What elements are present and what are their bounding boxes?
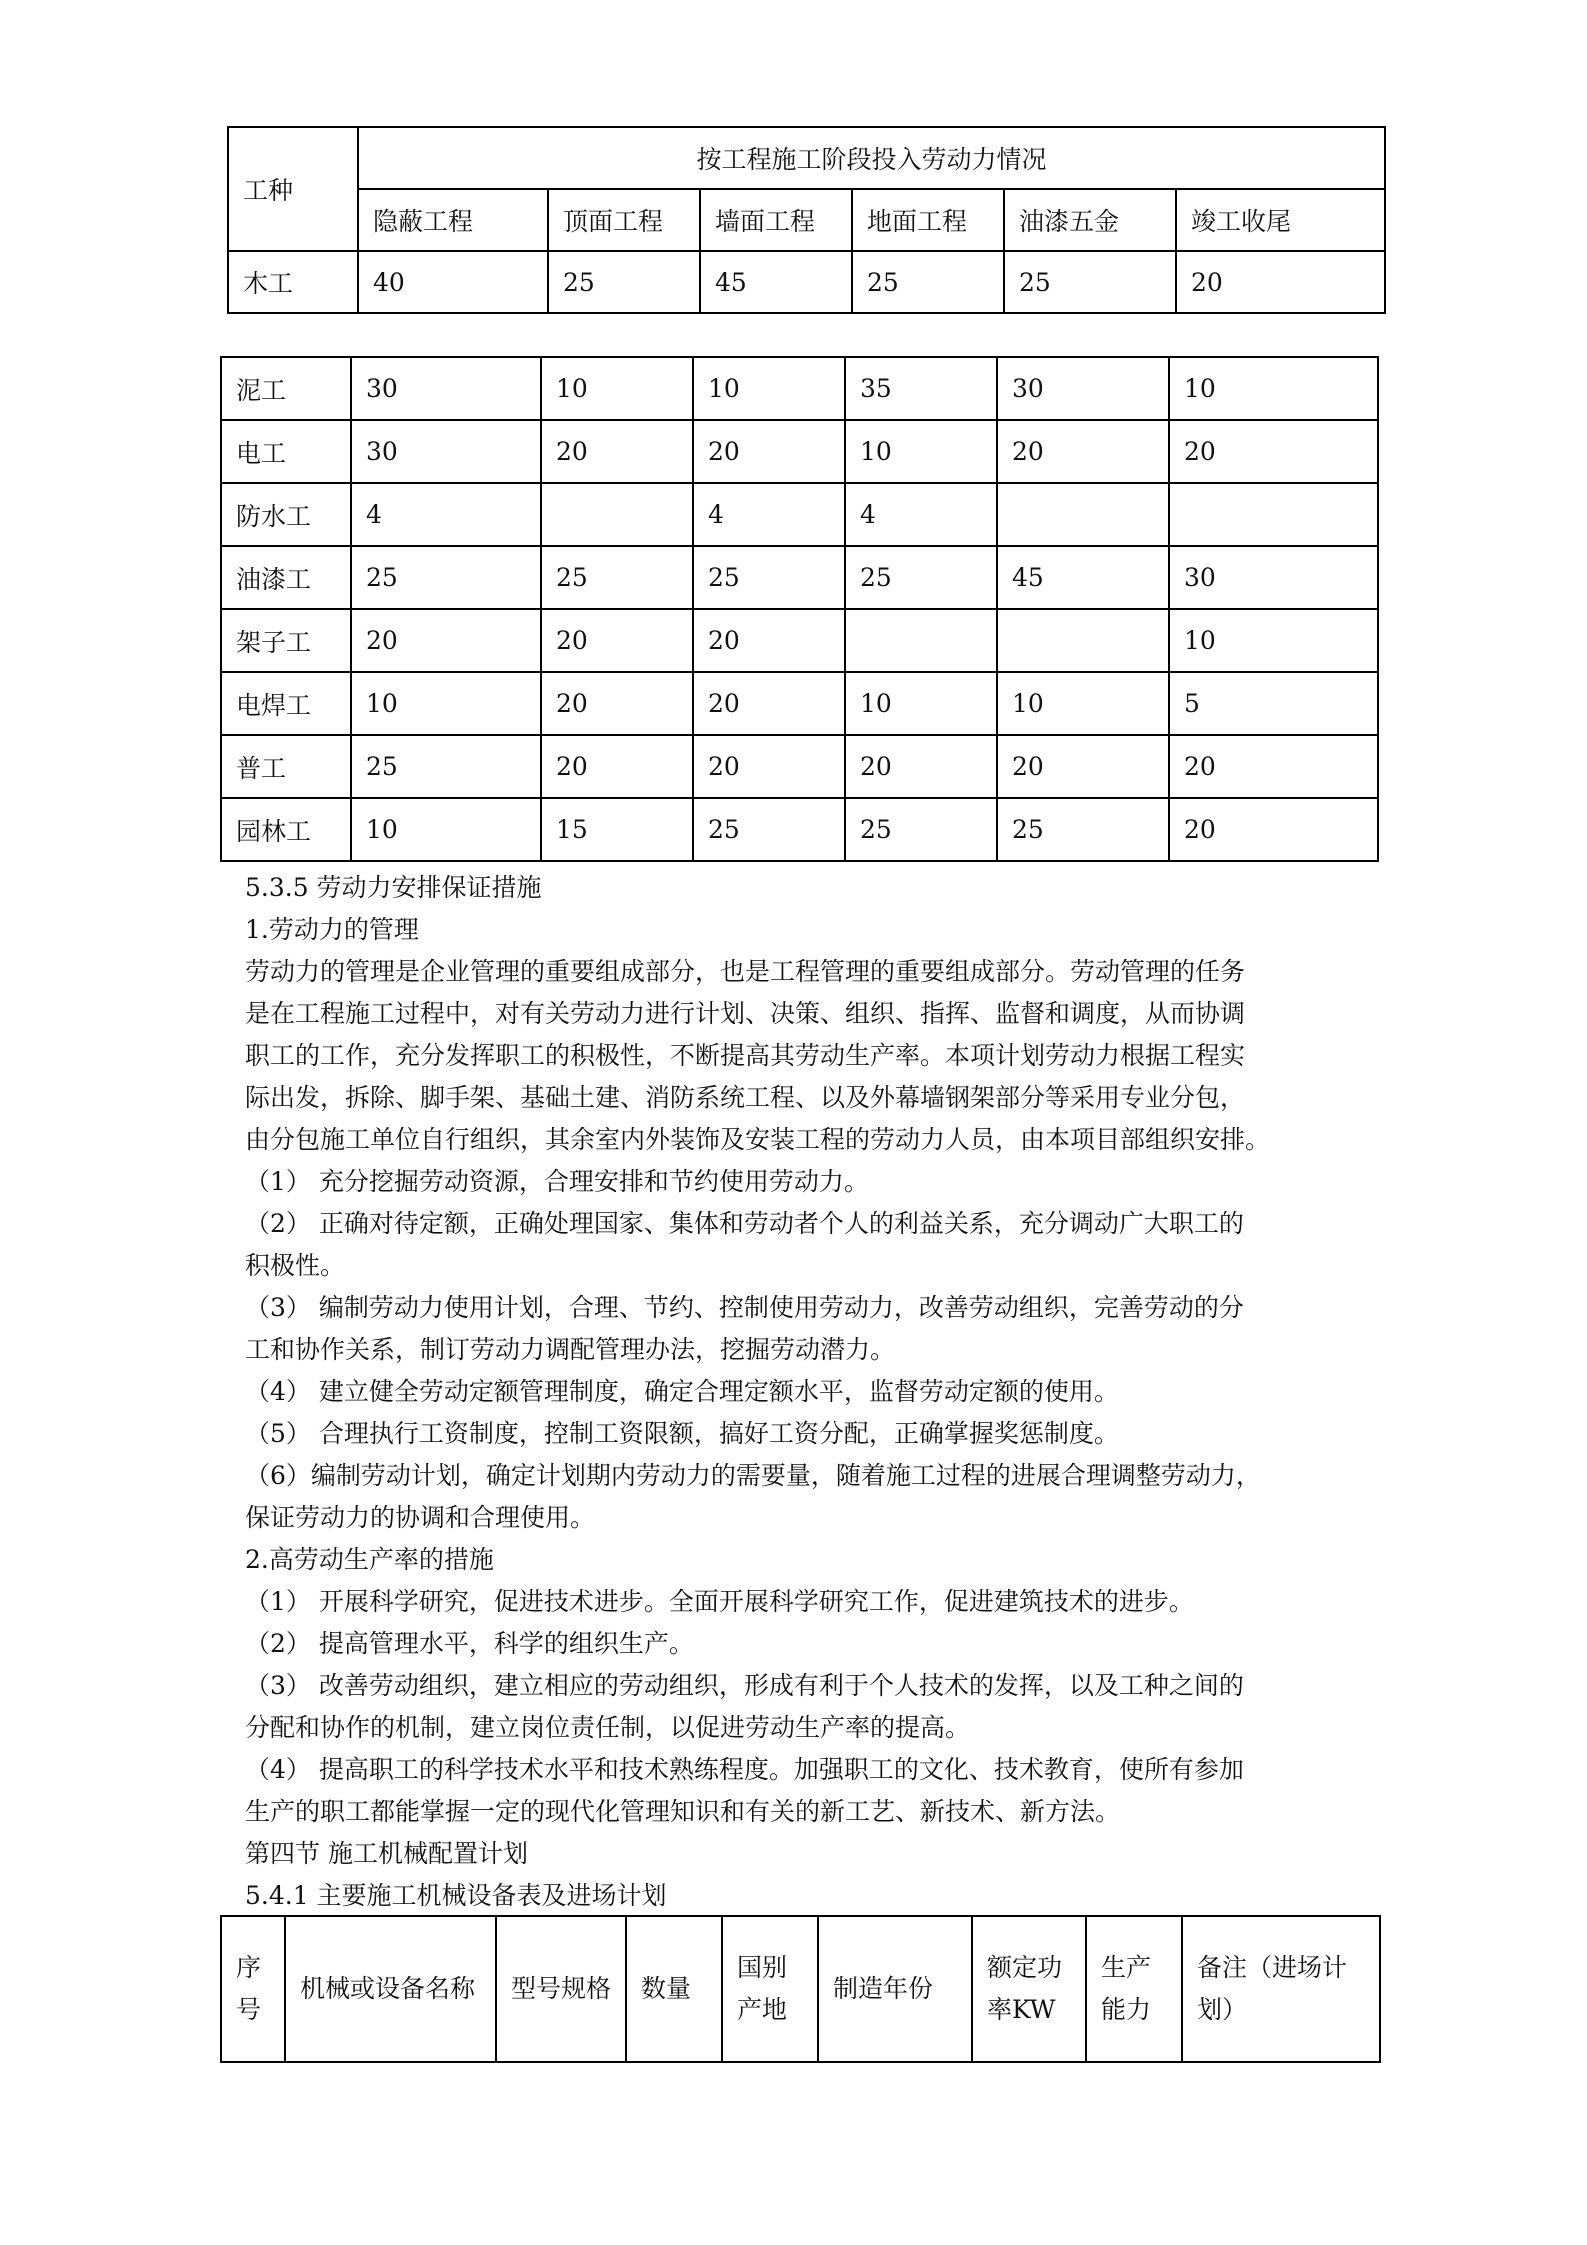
paragraph-line: 际出发，拆除、脚手架、基础土建、消防系统工程、以及外幕墙钢架部分等采用专业分包， <box>245 1083 1246 1112</box>
value-cell: 30 <box>351 420 541 483</box>
list-item-cont: 生产的职工都能掌握一定的现代化管理知识和有关的新工艺、新技术、新方法。 <box>245 1797 1121 1826</box>
value-cell: 25 <box>541 546 693 609</box>
stage-header: 油漆五金 <box>1004 189 1176 251</box>
table-row <box>221 609 1378 672</box>
value-cell: 20 <box>541 735 693 798</box>
header-cell: 数量 <box>626 1916 722 2062</box>
header-cell: 机械或设备名称 <box>285 1916 496 2062</box>
value-cell: 5 <box>1169 672 1378 735</box>
trade-cell: 普工 <box>221 735 351 798</box>
header-cell: 型号规格 <box>496 1916 626 2062</box>
section-5-4-1: 5.4.1 主要施工机械设备表及进场计划 <box>245 1881 667 1910</box>
trade-cell: 电焊工 <box>221 672 351 735</box>
list-item: （4） 提高职工的科学技术水平和技术熟练程度。加强职工的文化、技术教育，使所有参加 <box>245 1755 1244 1784</box>
trade-cell: 泥工 <box>221 357 351 420</box>
value-cell: 15 <box>541 798 693 861</box>
list-item-cont: 分配和协作的机制，建立岗位责任制，以促进劳动生产率的提高。 <box>245 1713 971 1742</box>
value-cell <box>1169 483 1378 546</box>
list-item: （4） 建立健全劳动定额管理制度，确定合理定额水平，监督劳动定额的使用。 <box>245 1377 1119 1406</box>
value-cell: 20 <box>541 420 693 483</box>
value-cell: 20 <box>351 609 541 672</box>
table-row <box>221 483 1378 546</box>
value-cell: 25 <box>548 251 700 313</box>
value-cell: 20 <box>693 672 845 735</box>
list-item-cont: 积极性。 <box>245 1251 346 1280</box>
header-group: 按工程施工阶段投入劳动力情况 <box>358 127 1385 189</box>
value-cell: 10 <box>845 420 997 483</box>
paragraph-line: 由分包施工单位自行组织，其余室内外装饰及安装工程的劳动力人员，由本项目部组织安排。 <box>245 1125 1271 1154</box>
table-row <box>221 546 1378 609</box>
value-cell: 40 <box>358 251 548 313</box>
labor-table-body <box>220 356 1379 862</box>
list-item: （6）编制劳动计划，确定计划期内劳动力的需要量，随着施工过程的进展合理调整劳动力， <box>245 1461 1261 1490</box>
value-cell: 4 <box>351 483 541 546</box>
trade-cell: 木工 <box>228 251 358 313</box>
value-cell: 25 <box>852 251 1004 313</box>
table-row <box>221 798 1378 861</box>
list-item: （2） 正确对待定额，正确处理国家、集体和劳动者个人的利益关系，充分调动广大职工的 <box>245 1209 1244 1238</box>
header-cell: 额定功率KW <box>972 1916 1086 2062</box>
value-cell: 4 <box>845 483 997 546</box>
value-cell: 25 <box>693 798 845 861</box>
table-row <box>228 251 1385 313</box>
table-header-row <box>221 1916 1380 2062</box>
value-cell: 20 <box>1176 251 1385 313</box>
value-cell: 10 <box>351 798 541 861</box>
paragraph-line: 是在工程施工过程中，对有关劳动力进行计划、决策、组织、指挥、监督和调度，从而协调 <box>245 999 1246 1028</box>
header-cell: 序号 <box>221 1916 285 2062</box>
heading-productivity: 2.高劳动生产率的措施 <box>245 1545 494 1574</box>
header-cell: 生产能力 <box>1086 1916 1182 2062</box>
trade-cell: 油漆工 <box>221 546 351 609</box>
heading-labor-management: 1.劳动力的管理 <box>245 915 419 944</box>
value-cell: 25 <box>845 798 997 861</box>
table-row <box>221 357 1378 420</box>
value-cell: 20 <box>541 672 693 735</box>
equipment-table <box>220 1915 1381 2063</box>
trade-cell: 防水工 <box>221 483 351 546</box>
value-cell: 25 <box>1004 251 1176 313</box>
list-item: （3） 改善劳动组织，建立相应的劳动组织，形成有利于个人技术的发挥，以及工种之间的 <box>245 1671 1244 1700</box>
value-cell: 25 <box>351 546 541 609</box>
value-cell: 25 <box>997 798 1169 861</box>
value-cell: 25 <box>693 546 845 609</box>
value-cell: 20 <box>1169 798 1378 861</box>
section-heading-4: 第四节 施工机械配置计划 <box>245 1839 528 1868</box>
list-item-cont: 保证劳动力的协调和合理使用。 <box>245 1503 596 1532</box>
stage-header: 隐蔽工程 <box>358 189 548 251</box>
value-cell <box>997 609 1169 672</box>
stage-header: 顶面工程 <box>548 189 700 251</box>
value-cell: 10 <box>997 672 1169 735</box>
value-cell: 35 <box>845 357 997 420</box>
value-cell: 10 <box>351 672 541 735</box>
trade-cell: 园林工 <box>221 798 351 861</box>
paragraph-line: 劳动力的管理是企业管理的重要组成部分，也是工程管理的重要组成部分。劳动管理的任务 <box>245 957 1246 986</box>
value-cell: 45 <box>700 251 852 313</box>
value-cell: 20 <box>1169 420 1378 483</box>
value-cell: 10 <box>1169 609 1378 672</box>
list-item: （3） 编制劳动力使用计划，合理、节约、控制使用劳动力，改善劳动组织，完善劳动的分 <box>245 1293 1244 1322</box>
list-item: （2） 提高管理水平，科学的组织生产。 <box>245 1629 694 1658</box>
list-item-cont: 工和协作关系，制订劳动力调配管理办法，挖掘劳动潜力。 <box>245 1335 896 1364</box>
value-cell <box>997 483 1169 546</box>
header-cell: 制造年份 <box>818 1916 972 2062</box>
value-cell: 10 <box>845 672 997 735</box>
value-cell: 20 <box>997 735 1169 798</box>
value-cell: 30 <box>351 357 541 420</box>
list-item: （1） 充分挖掘劳动资源，合理安排和节约使用劳动力。 <box>245 1167 869 1196</box>
paragraph-line: 职工的工作，充分发挥职工的积极性，不断提高其劳动生产率。本项计划劳动力根据工程实 <box>245 1041 1246 1070</box>
section-5-3-5: 5.3.5 劳动力安排保证措施 <box>245 873 542 902</box>
header-trade: 工种 <box>228 127 358 251</box>
value-cell: 20 <box>845 735 997 798</box>
labor-table-head <box>227 126 1386 314</box>
value-cell: 20 <box>1169 735 1378 798</box>
list-item: （5） 合理执行工资制度，控制工资限额，搞好工资分配，正确掌握奖惩制度。 <box>245 1419 1119 1448</box>
value-cell: 10 <box>541 357 693 420</box>
header-cell: 国别产地 <box>722 1916 818 2062</box>
value-cell: 10 <box>693 357 845 420</box>
value-cell: 45 <box>997 546 1169 609</box>
value-cell: 30 <box>1169 546 1378 609</box>
value-cell: 20 <box>997 420 1169 483</box>
value-cell <box>541 483 693 546</box>
value-cell: 20 <box>693 420 845 483</box>
value-cell: 25 <box>845 546 997 609</box>
value-cell: 20 <box>693 609 845 672</box>
value-cell: 30 <box>997 357 1169 420</box>
header-cell: 备注（进场计划） <box>1182 1916 1380 2062</box>
value-cell <box>845 609 997 672</box>
table-row <box>221 735 1378 798</box>
trade-cell: 电工 <box>221 420 351 483</box>
table-row <box>221 420 1378 483</box>
value-cell: 10 <box>1169 357 1378 420</box>
stage-header: 地面工程 <box>852 189 1004 251</box>
table-row <box>221 672 1378 735</box>
stage-header: 墙面工程 <box>700 189 852 251</box>
trade-cell: 架子工 <box>221 609 351 672</box>
value-cell: 20 <box>693 735 845 798</box>
value-cell: 20 <box>541 609 693 672</box>
list-item: （1） 开展科学研究，促进技术进步。全面开展科学研究工作，促进建筑技术的进步。 <box>245 1587 1194 1616</box>
value-cell: 25 <box>351 735 541 798</box>
stage-header: 竣工收尾 <box>1176 189 1385 251</box>
value-cell: 4 <box>693 483 845 546</box>
